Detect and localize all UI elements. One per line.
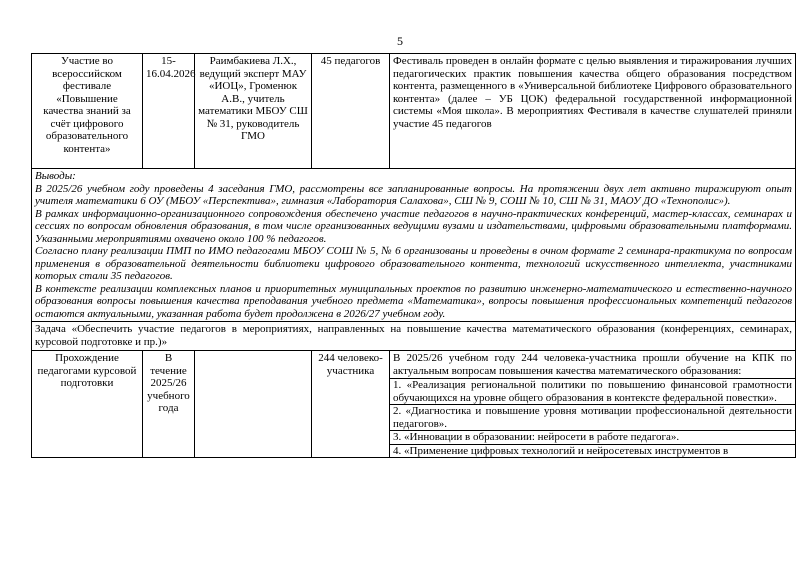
conclusions-row bbox=[32, 169, 796, 322]
list-item: 2. «Диагностика и повышение уровня мотивации профессиональной деятельности педагогов». bbox=[390, 404, 795, 430]
conclusion-paragraph: В 2025/26 учебном году проведены 4 заседания ГМО, рассмотрены все запланированные вопросы. На протяжении двух лет активно тиражируют опыт учителя математики 6 ОУ (МБОУ «Перспектива», гимназия «Лаборатория Салахова», СШ № 9, СОШ № 10, СШ № 31, МАОУ ДО «Технополис»). bbox=[35, 182, 792, 207]
conclusion-paragraph: Согласно плану реализации ПМП по ИМО педагогами МБОУ СОШ № 5, № 6 организованы и проведены в очном формате 2 семинара-практикума по вопросам применения в образовательной деятельности библиотеки цифрового образовательного контента, технологий искусственного интеллекта, участниками которых стали 35 педагогов. bbox=[35, 245, 792, 282]
list-item: 4. «Применение цифровых технологий и нейросетевых инструментов в bbox=[390, 444, 795, 458]
conclusion-paragraph: В контексте реализации комплексных планов и приоритетных муниципальных проектов по развитию инженерно-математического и естественно-научного образования вопросы повышения качества преподавания учебного предмета «Математика», вопросы повышения профессиональных компетенций педагогов остаются актуальными, указанная работа будет продолжена в 2026/27 учебном году. bbox=[35, 282, 792, 320]
dates-cell: 15-16.04.2026 bbox=[143, 54, 195, 169]
participants-cell: 244 человеко-участника bbox=[312, 351, 390, 458]
report-table bbox=[31, 53, 796, 458]
activity-cell: Участие во всероссийском фестивале «Повышение качества знаний за счёт цифрового образовательного контента» bbox=[32, 54, 143, 169]
conclusion-paragraph: В рамках информационно-организационного сопровождения обеспечено участие педагогов в научно-практических конференций, мастер-классах, семинарах и сессиях по вопросам обновления образования, в том числе организованных ведущими вузами и издательствами, цифровыми образовательными платформами. Указанными мероприятиями охвачено около 100 % педагогов. bbox=[35, 207, 792, 245]
conclusions-heading: Выводы: bbox=[35, 170, 76, 182]
task-row bbox=[32, 322, 796, 351]
activity-cell: Прохождение педагогами курсовой подготовки bbox=[32, 351, 143, 458]
task-cell: Задача «Обеспечить участие педагогов в мероприятиях, направленных на повышение качества математического образования (конференциях, семинарах, курсовой подготовке и пр.)» bbox=[32, 322, 796, 351]
result-cell bbox=[390, 351, 796, 458]
responsible-cell bbox=[195, 351, 312, 458]
result-cell: Фестиваль проведен в онлайн формате с целью выявления и тиражирования лучших педагогических практик повышения качества общего образования посредством контента, размещенного в «Универсальной библиотеке Цифрового образовательного контента» (далее – УБ ЦОК) федеральной государственной информационной системы «Моя школа». В мероприятиях Фестиваля в качестве слушателей приняли участие 45 педагогов bbox=[390, 54, 796, 169]
table-row bbox=[32, 54, 796, 169]
list-item: 3. «Инновации в образовании: нейросети в работе педагога». bbox=[390, 430, 795, 444]
page-number: 5 bbox=[397, 34, 403, 48]
result-intro: В 2025/26 учебном году 244 человека-участника прошли обучение на КПК по актуальным вопросам повышения качества математического образования: bbox=[393, 352, 792, 377]
dates-cell: В течение 2025/26 учебного года bbox=[143, 351, 195, 458]
list-item: 1. «Реализация региональной политики по повышению финансовой грамотности обучающихся на уровне общего образования в контексте федеральной повестки». bbox=[390, 378, 795, 404]
responsible-cell: Раимбакиева Л.Х., ведущий эксперт МАУ «ИОЦ», Громенюк А.В., учитель математики МБОУ СШ № 31, руководитель ГМО bbox=[195, 54, 312, 169]
participants-cell: 45 педагогов bbox=[312, 54, 390, 169]
conclusions-cell bbox=[32, 169, 796, 322]
table-row bbox=[32, 351, 796, 458]
